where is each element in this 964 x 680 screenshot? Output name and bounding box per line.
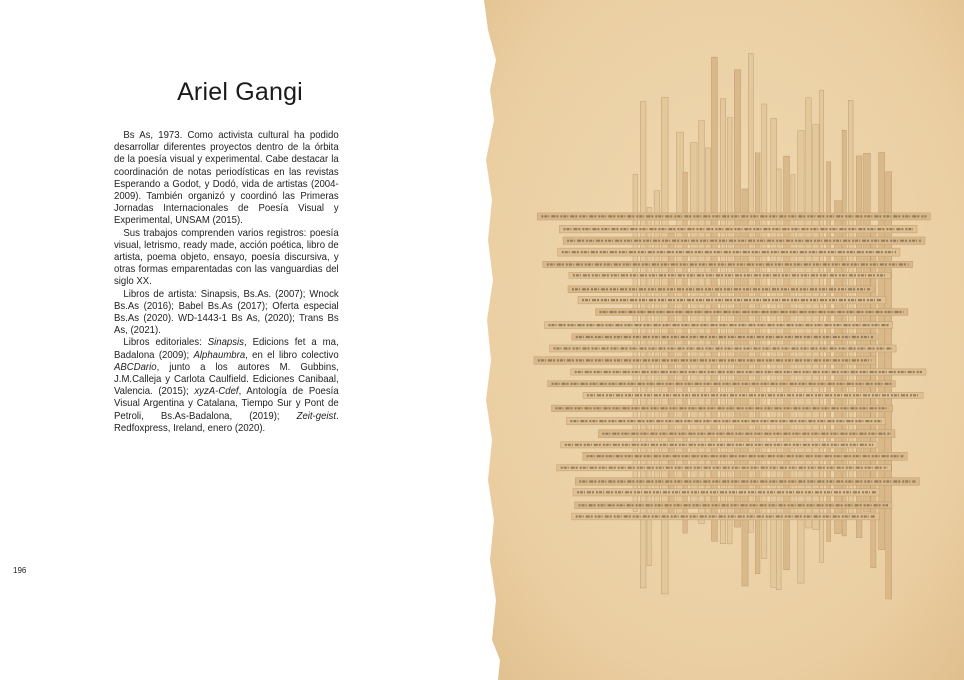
vertical-paper-strip xyxy=(842,130,846,536)
bio-paragraph-3: Libros de artista: Sinapsis, Bs.As. (2007); Wnock Bs.As (2016); Babel Bs.As (2017); Oferta especial Bs.As (2020). WD-1443-1 Bs As, (2020); Trans Bs As, (2021). xyxy=(114,288,339,337)
bio-paragraph-1: Bs As, 1973. Como activista cultural ha podido desarrollar diferentes proyectos dentro de la órbita de la poesía visual y experimental. Cabe destacar la coordinación de notas periodísticas en las revistas Esperando a Godot, y Dodó, vida de artistas (2004-2009). También organizó y coordinó las Primeras Jornadas Internacionales de Poesía Visual y Experimental, UNSAM (2015). xyxy=(114,130,339,227)
bio-text: , Antología de Poesía Visual Argentina y Catalana, Tiempo Sur y Pont de Petroli, Bs.As-Badalona, (2019); xyxy=(114,386,339,422)
bio-text: , en el libro colectivo xyxy=(245,349,339,361)
book-title: ABCDario xyxy=(114,361,157,373)
bio-paragraph-4 xyxy=(114,337,339,435)
woven-paper-artwork xyxy=(482,0,964,680)
author-name: Ariel Gangi xyxy=(177,78,303,106)
vertical-paper-strip xyxy=(633,174,638,511)
bio-text: . Redfoxpress, Ireland, enero (2020). xyxy=(114,410,339,434)
author-bio xyxy=(114,130,339,435)
book-title: Sinapsis xyxy=(207,337,244,349)
artwork-page xyxy=(482,0,964,680)
book-title: Zeit-geist xyxy=(296,410,336,422)
vertical-paper-strip xyxy=(748,54,753,533)
book-title: xyzA-Cdef xyxy=(194,386,239,398)
vertical-paper-strip xyxy=(720,99,726,544)
page-number: 196 xyxy=(13,566,27,575)
book-title: Alphaumbra xyxy=(193,349,246,361)
bio-text: , Edicions fet a ma, Badalona (2009); xyxy=(114,337,339,361)
bio-paragraph-2: Sus trabajos comprenden varios registros: poesía visual, letrismo, ready made, acción poética, libro de artista, poema objeto, ensayo, poesía discursiva, y otras formas emparentadas con las vanguardias del siglo XX. xyxy=(114,227,339,288)
bio-text: , junto a los autores M. Gubbins, J.M.Calleja y Carlota Caulfield. Ediciones Canibaal, Valencia. (2015); xyxy=(114,361,339,398)
bio-text: Libros editoriales: xyxy=(123,337,208,349)
